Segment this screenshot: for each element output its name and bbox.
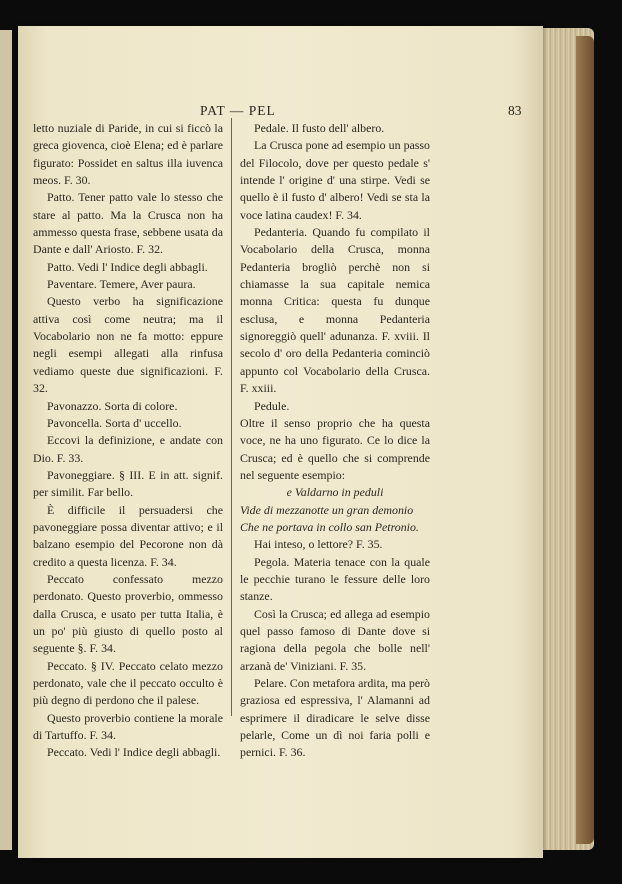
- entry-paragraph: Hai inteso, o lettore? F. 35.: [254, 537, 383, 552]
- entry-paragraph: Pedanteria. Quando fu compilato il Vocabolario della Crusca, monna Pedanteria brogliò perchè non si chiamasse la sua capitale nemica monna Critica: questa fu dunque esclusa, e monna Pedanteria signoreggiò quell' adunanza. F. xviii. Il secolo d' oro della Pedanteria cominciò appunto col Vocabolario della Crusca. F. xxiii.: [240, 225, 430, 396]
- entry-paragraph: La Crusca pone ad esempio un passo del Filocolo, dove per questo pedale s' intende l' origine d' una stirpe. Vedi se quello è il fusto d' albero! Vedi se sta la voce latina caudex! F. 34.: [240, 138, 430, 222]
- entry-paragraph: Patto. Tener patto vale lo stesso che stare al patto. Ma la Crusca non ha ammesso questa frase, sebbene usata da Dante e dall' Ariosto. F. 32.: [33, 190, 223, 257]
- verse-line: Che ne portava in collo san Petronio.: [240, 519, 419, 534]
- column-divider: [231, 118, 232, 716]
- entry-paragraph: Pavoncella. Sorta d' uccello.: [47, 415, 182, 430]
- verse-line: Vide di mezzanotte un gran demonio: [240, 502, 414, 517]
- entry-paragraph: Pelare. Con metafora ardita, ma però graziosa ed espressiva, l' Alamanni ad esprimere il diradicare le selve disse pelarle, Come un dì noi faria polli e pernici. F. 36.: [240, 676, 430, 760]
- entry-paragraph: Pedale. Il fusto dell' albero.: [254, 121, 385, 135]
- entry-paragraph: Pavonazzo. Sorta di colore.: [47, 398, 178, 413]
- entry-paragraph: letto nuziale di Paride, in cui si ficcò la greca giovenca, cioè Elena; ed è parlare figurato: Possidet en saltus illa iuvenca meos. F. 30.: [33, 121, 223, 188]
- entry-paragraph: Pavoneggiare. § III. E in att. signif. per similit. Far bello.: [33, 467, 223, 500]
- entry-paragraph: Peccato. § IV. Peccato celato mezzo perdonato, vale che il peccato occulto è più degno di perdono che il palese.: [33, 658, 223, 708]
- page-number: 83: [508, 103, 522, 118]
- entry-paragraph: Oltre il senso proprio che ha questa voce, ne ha uno figurato. Ce lo dice la Crusca; ed è quello che si comprende nel seguente esempio:: [240, 415, 430, 482]
- entry-paragraph: È difficile il persuadersi che pavoneggiare possa diventar attivo; e il balzano esempio del Pecorone non dà credito a questa licenza. F. 34.: [33, 502, 223, 569]
- entry-paragraph: Questo verbo ha significazione attiva così come neutra; ma il Vocabolario non ne fa motto: eppure negli esempi allegati alla rinfusa vediamo queste due significazioni. F. 32.: [33, 294, 223, 396]
- right-column: [240, 120, 430, 762]
- left-column: [33, 120, 223, 762]
- entry-paragraph: Peccato confessato mezzo perdonato. Questo proverbio, ommesso dalla Crusca, e usato per tutta Italia, è un po' più giusto di quello posto al seguente §. F. 34.: [33, 571, 223, 656]
- entry-paragraph: Patto. Vedi l' Indice degli abbagli.: [47, 259, 208, 274]
- book-cover-edge: [576, 36, 594, 844]
- running-header: PAT — PEL: [200, 103, 276, 118]
- entry-paragraph: Eccovi la definizione, e andate con Dio. F. 33.: [33, 433, 223, 465]
- previous-page-edge: [0, 30, 12, 850]
- entry-paragraph: Pedule.: [254, 398, 290, 413]
- entry-paragraph: Questo proverbio contiene la morale di Tartuffo. F. 34.: [33, 710, 223, 743]
- entry-paragraph: Pegola. Materia tenace con la quale le pecchie turano le fessure delle loro stanze.: [240, 554, 430, 604]
- entry-paragraph: Paventare. Temere, Aver paura.: [47, 277, 196, 292]
- entry-paragraph: Così la Crusca; ed allega ad esempio quel passo famoso di Dante dove si ragiona della pegola che bolle nell' arzanà de' Viniziani. F. 35.: [240, 606, 430, 673]
- entry-paragraph: Peccato. Vedi l' Indice degli abbagli.: [47, 745, 221, 760]
- verse-line: e Valdarno in peduli: [286, 485, 384, 500]
